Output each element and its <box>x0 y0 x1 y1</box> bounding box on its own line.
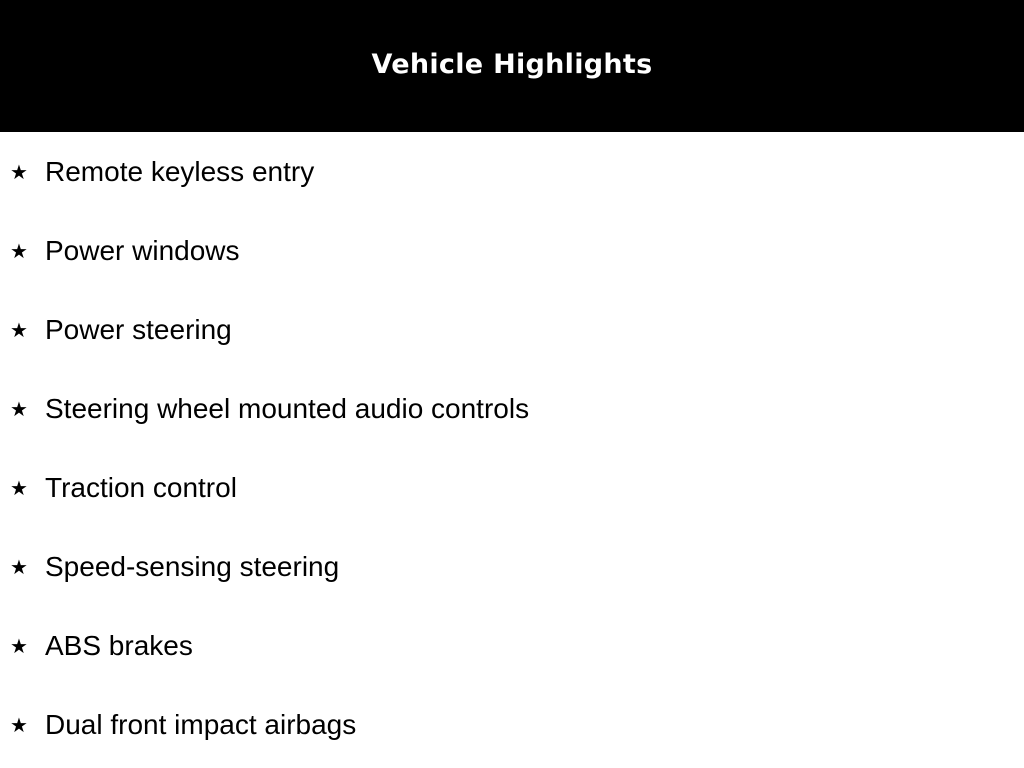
star-icon: ★ <box>10 160 28 184</box>
star-icon: ★ <box>10 318 28 342</box>
star-icon: ★ <box>10 555 28 579</box>
feature-label: Speed-sensing steering <box>45 551 340 582</box>
star-icon: ★ <box>10 634 28 658</box>
feature-label: ABS brakes <box>45 630 193 661</box>
header-bar <box>0 0 1024 132</box>
feature-label: Power windows <box>45 235 240 266</box>
page-title: Vehicle Highlights <box>371 48 653 80</box>
star-icon: ★ <box>10 239 28 263</box>
star-icon: ★ <box>10 713 28 737</box>
feature-label: Dual front impact airbags <box>45 709 357 740</box>
feature-label: Power steering <box>45 314 232 345</box>
feature-label: Remote keyless entry <box>45 156 315 187</box>
feature-label: Traction control <box>45 472 237 503</box>
feature-label: Steering wheel mounted audio controls <box>45 393 530 424</box>
star-icon: ★ <box>10 397 28 421</box>
star-icon: ★ <box>10 476 28 500</box>
